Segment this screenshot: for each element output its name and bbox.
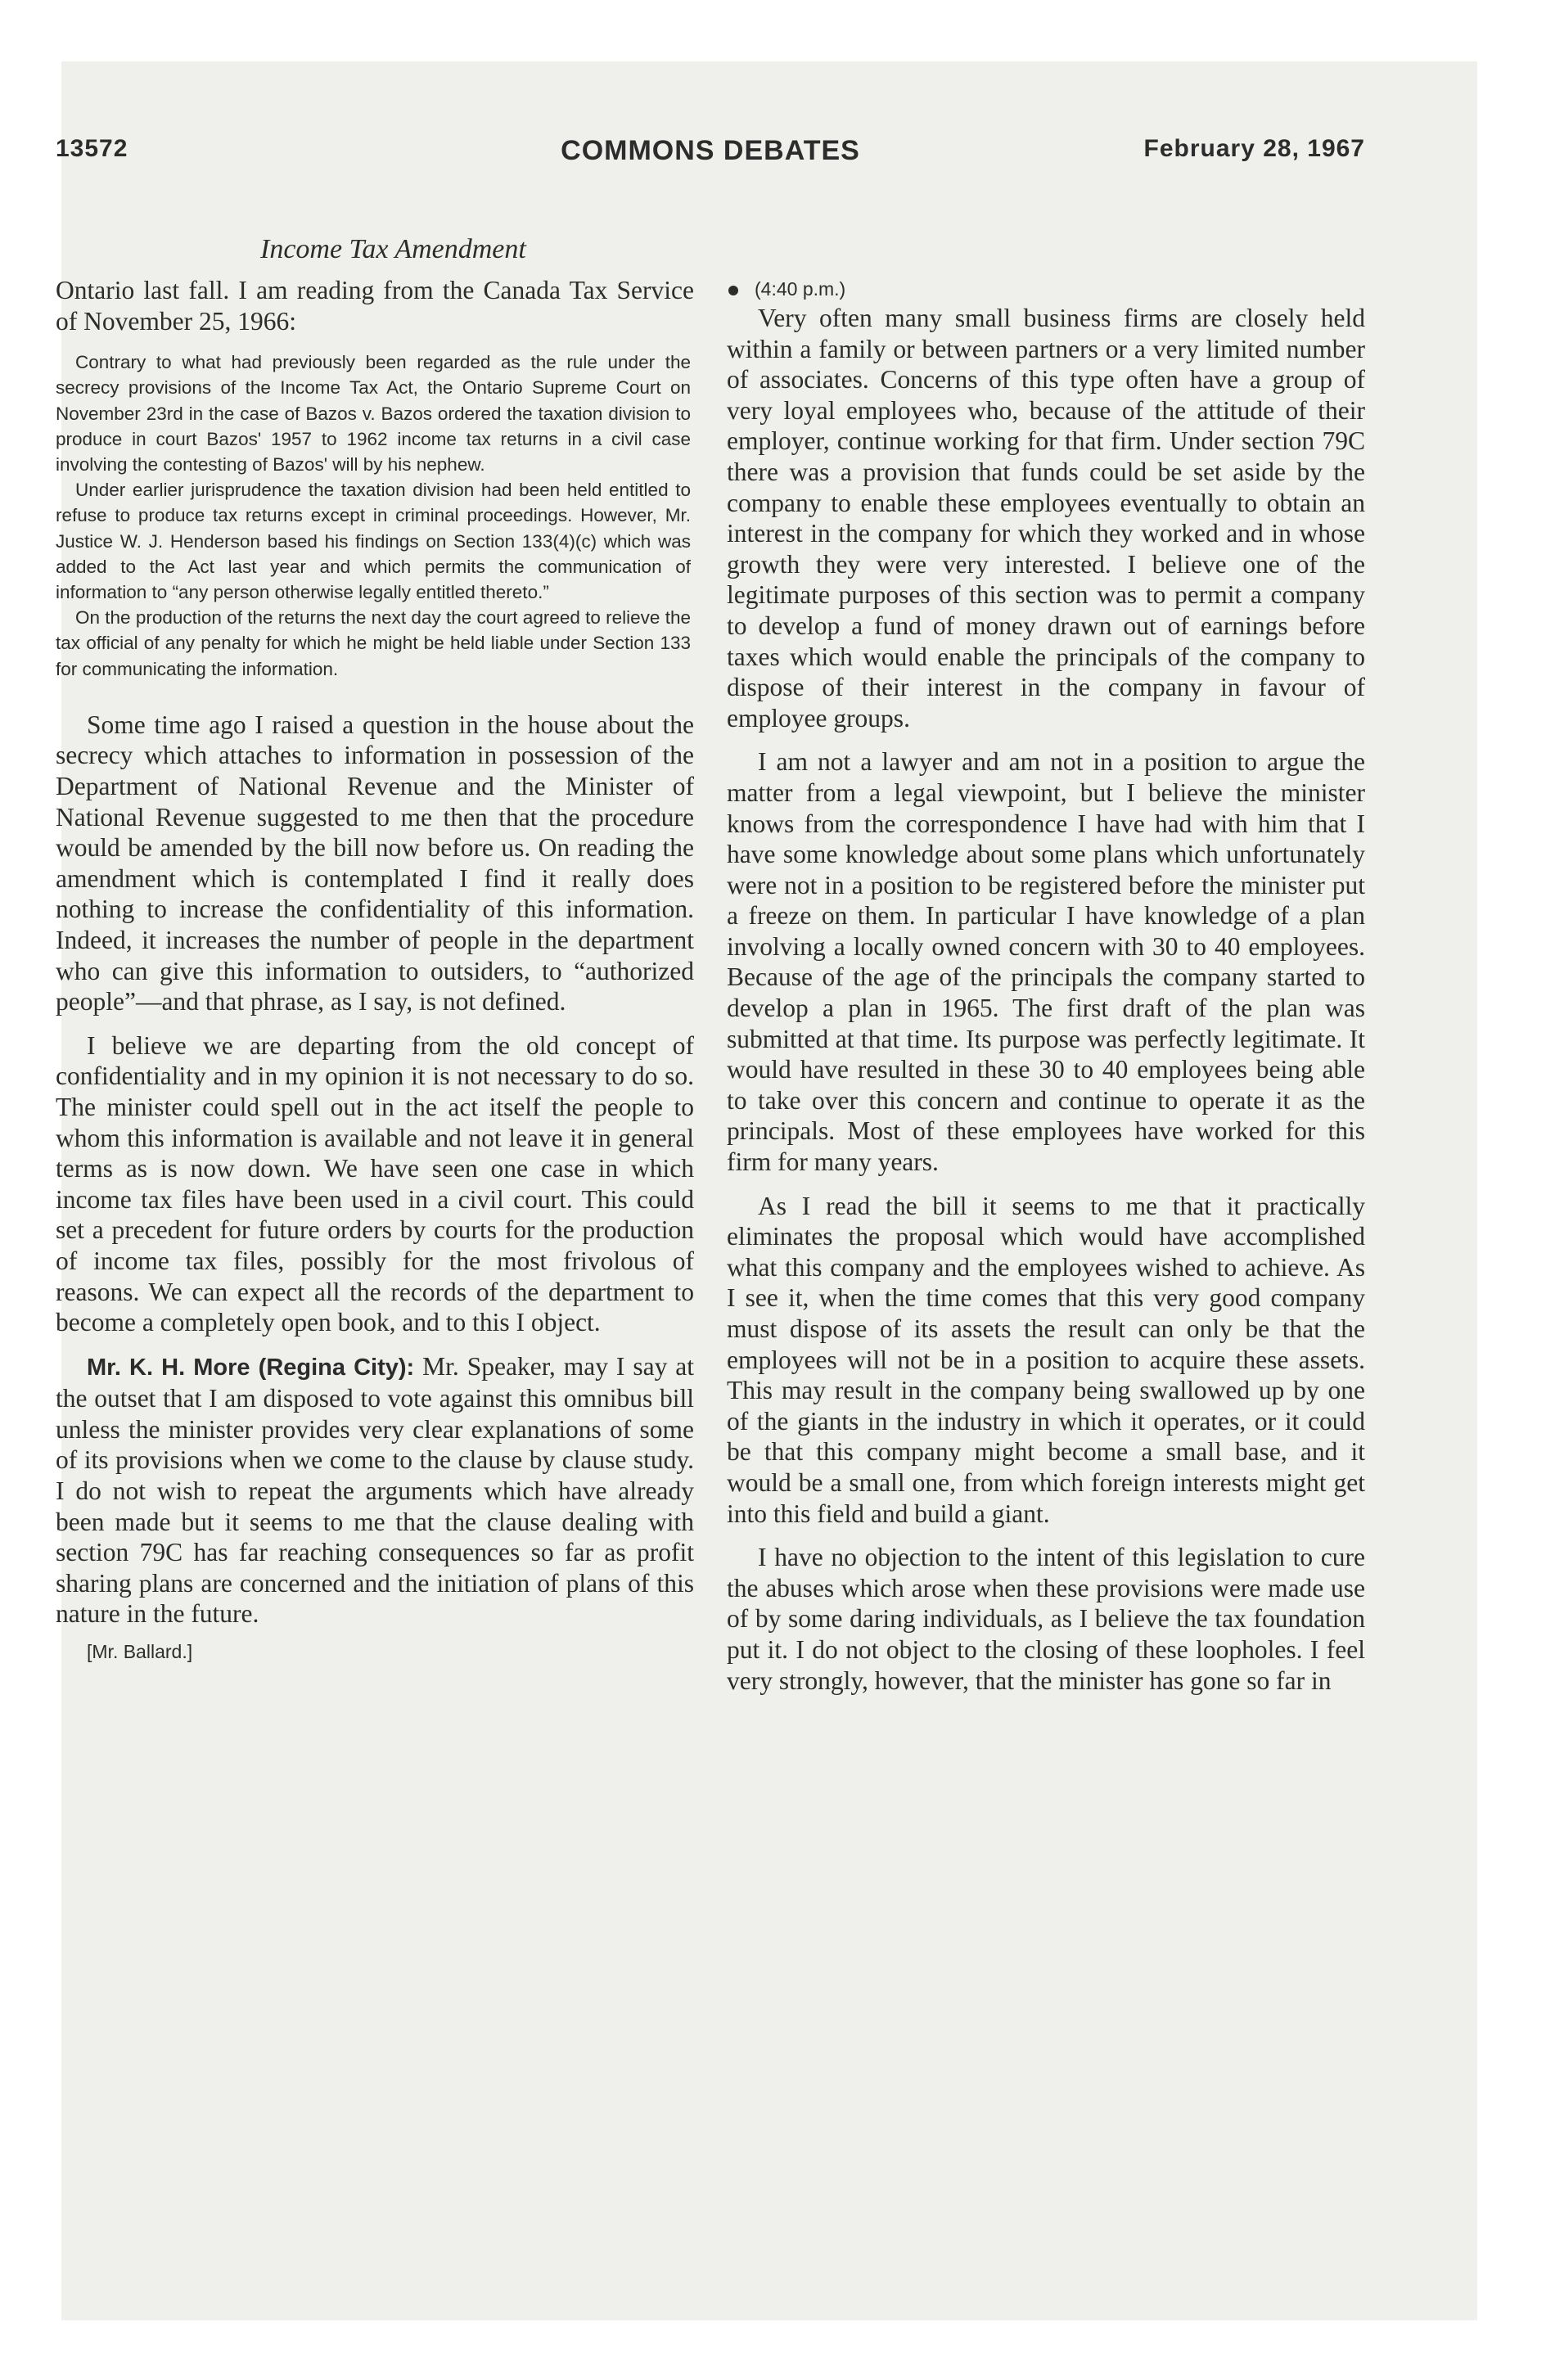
right-paragraph-1: Very often many small business firms are closely held within a family or between partners or a very limited number of associates. Concerns of this type often have a group of very loyal employees who, because of the attitude of their employer, continue working for that firm. Under section 79C there was a provision that funds could be set aside by the company to enable these employees eventually to obtain an interest in the company for which they worked and in whose growth they were very interested. I believe one of the legitimate purposes of this section was to permit a company to develop a fund of money drawn out of earnings before taxes which would enable the principals of the company to dispose of their interest in the company in favour of employee groups.	[727, 304, 1365, 732]
speaker-text: Mr. Speaker, may I say at the outset that I am disposed to vote against this omnibus bill unless the minister provides very clear explanations of some of its provisions when we come to the clause by clause study. I do not wish to repeat the arguments which have already been made but it seems to me that the clause dealing with section 79C has far reaching consequences so far as profit sharing plans are concerned and the initiation of plans of this nature in the future.	[56, 1351, 694, 1629]
publication-title: COMMONS DEBATES	[561, 135, 860, 166]
bullet-icon	[728, 286, 738, 295]
body-paragraph-2: I believe we are departing from the old concept of confidentiality and in my opinion it is not necessary to do so. The minister could spell out in the act itself the people to whom this information is available and not leave it in general terms as is now down. We have seen one case in which income tax files have been used in a civil court. This could set a precedent for future orders by courts for the production of income tax files, possibly for the most frivolous of reasons. We can expect all the records of the department to become a completely open book, and to this I object.	[56, 1030, 694, 1337]
quote-paragraph-1: Contrary to what had previously been regarded as the rule under the secrecy provisions of the Income Tax Act, the Ontario Supreme Court on November 23rd in the case of Bazos v. Bazos ordered the taxation division to produce in court Bazos' 1957 to 1962 income tax returns in a civil case involving the contesting of Bazos' will by his nephew.	[56, 352, 691, 475]
speaker-name: Mr. K. H. More (Regina City):	[87, 1354, 415, 1381]
right-column	[727, 275, 1365, 1696]
intro-paragraph: Ontario last fall. I am reading from the Canada Tax Service of November 25, 1966:	[56, 276, 694, 336]
page-header	[56, 135, 1365, 176]
page-number: 13572	[56, 135, 128, 162]
section-subtitle: Income Tax Amendment	[260, 234, 526, 264]
debate-date: February 28, 1967	[1143, 135, 1365, 162]
right-paragraph-2: I am not a lawyer and am not in a position to argue the matter from a legal viewpoint, but I believe the minister knows from the correspondence I have had with him that I have some knowledge about some plans which unfortunately were not in a position to be registered before the minister put a freeze on them. In particular I have knowledge of a plan involving a locally owned concern with 30 to 40 employees. Because of the age of the principals the company started to develop a plan in 1965. The first draft of the plan was submitted at that time. Its purpose was perfectly legitimate. It would have resulted in these 30 to 40 employees being able to take over this concern and continue to operate it as the principals. Most of these employees have worked for this firm for many years.	[727, 747, 1365, 1177]
body-paragraph-1: Some time ago I raised a question in the house about the secrecy which attaches to information in possession of the Department of National Revenue and the Minister of National Revenue suggested to me then that the procedure would be amended by the bill now before us. On reading the amendment which is contemplated I find it really does nothing to increase the confidentiality of this information. Indeed, it increases the number of people in the department who can give this information to outsiders, to “authorized people”—and that phrase, as I say, is not defined.	[56, 710, 694, 1016]
speaker-paragraph	[56, 1351, 694, 1629]
right-paragraph-3: As I read the bill it seems to me that it practically eliminates the proposal which would have accomplished what this company and the employees wished to achieve. As I see it, when the time comes that this very good company must dispose of its assets the result can only be that the employees will not be in a position to acquire these assets. This may result in the company being swallowed up by one of the giants in the industry in which it operates, or it could be that this company might become a small base, and it would be a small one, from which foreign interests might get into this field and build a giant.	[727, 1191, 1365, 1528]
timestamp	[728, 275, 1365, 303]
quote-paragraph-3: On the production of the returns the next day the court agreed to relieve the tax official of any penalty for which he might be held liable under Section 133 for communicating the information.	[56, 607, 691, 679]
left-column	[56, 275, 694, 1663]
quote-paragraph-2: Under earlier jurisprudence the taxation division had been held entitled to refuse to produce tax returns except in criminal proceedings. However, Mr. Justice W. J. Henderson based his findings on Section 133(4)(c) which was added to the Act last year and which permits the communication of information to “any person otherwise legally entitled thereto.”	[56, 480, 691, 603]
timestamp-text: (4:40 p.m.)	[755, 278, 846, 300]
footnote: [Mr. Ballard.]	[87, 1641, 193, 1663]
right-paragraph-4: I have no objection to the intent of this legislation to cure the abuses which arose when these provisions were made use of by some daring individuals, as I believe the tax foundation put it. I do not object to the closing of these loopholes. I feel very strongly, however, that the minister has gone so far in	[727, 1543, 1365, 1695]
